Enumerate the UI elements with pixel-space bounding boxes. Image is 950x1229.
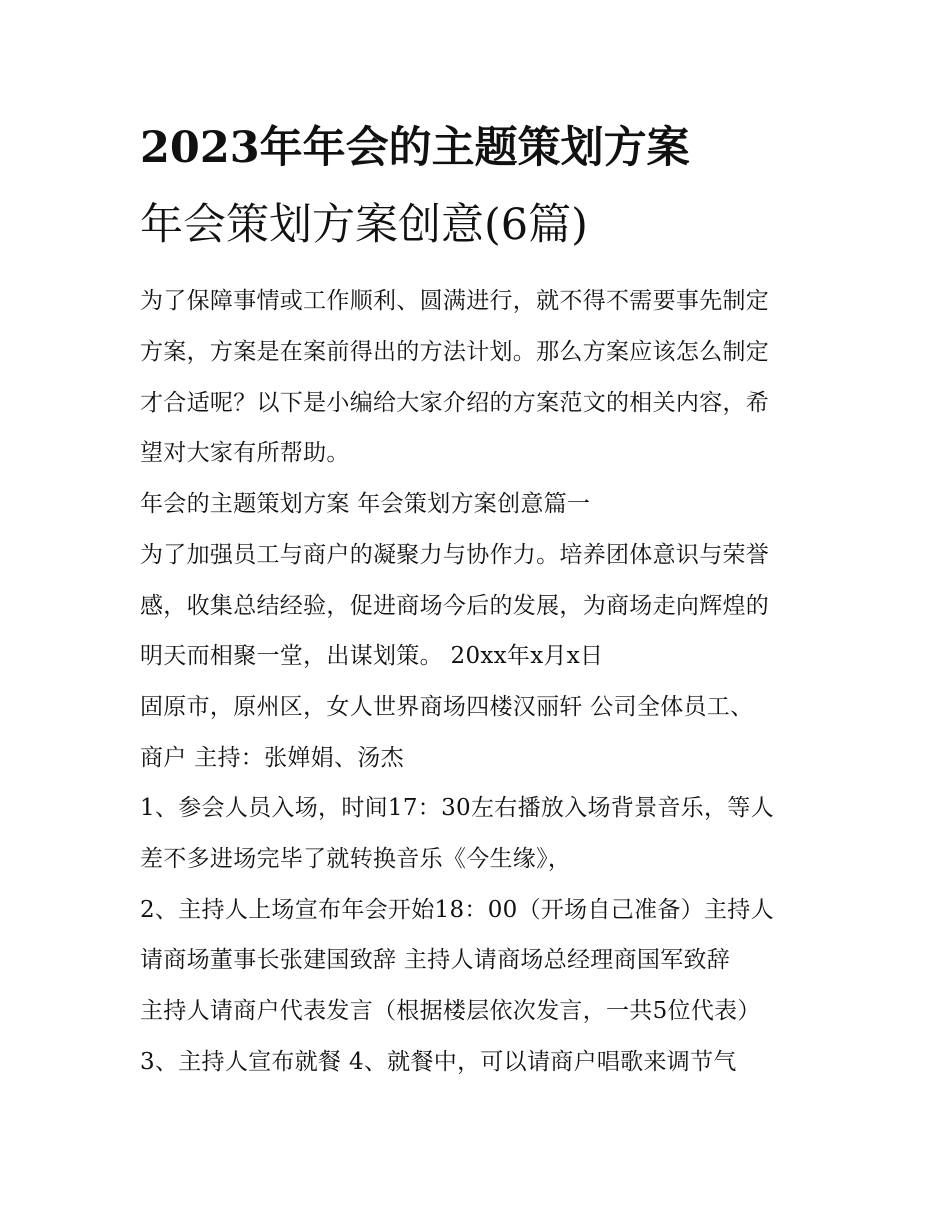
paragraph-line: 为了保障事情或工作顺利、圆满进行，就不得不需要事先制定 bbox=[140, 288, 770, 314]
section-heading: 年会的主题策划方案 年会策划方案创意篇一 bbox=[140, 491, 591, 517]
paragraph-line: 感，收集总结经验，促进商场今后的发展，为商场走向辉煌的 bbox=[140, 593, 770, 619]
paragraph-line: 望对大家有所帮助。 bbox=[140, 440, 350, 466]
list-item-line: 1、参会人员入场，时间17：30左右播放入场背景音乐，等人 bbox=[140, 795, 774, 821]
list-item-line: 3、主持人宣布就餐 4、就餐中，可以请商户唱歌来调节气 bbox=[140, 1049, 737, 1075]
list-item-line: 请商场董事长张建国致辞 主持人请商场总经理商国军致辞 bbox=[140, 947, 731, 973]
document-title-text-1: 2023年年会的主题策划方案 bbox=[140, 123, 690, 173]
document-title-line-1 bbox=[140, 118, 690, 178]
list-item-line: 差不多进场完毕了就转换音乐《今生缘》， bbox=[140, 846, 572, 872]
paragraph-line: 才合适呢？以下是小编给大家介绍的方案范文的相关内容，希 bbox=[140, 390, 770, 416]
paragraph-line: 商户 主持：张婵娟、汤杰 bbox=[140, 745, 404, 771]
list-item-line: 主持人请商户代表发言（根据楼层依次发言，一共5位代表） bbox=[140, 998, 761, 1024]
document-title-text-2: 年会策划方案创意(6篇) bbox=[140, 200, 588, 250]
paragraph-line: 方案，方案是在案前得出的方法计划。那么方案应该怎么制定 bbox=[140, 339, 770, 365]
paragraph-line: 为了加强员工与商户的凝聚力与协作力。培养团体意识与荣誉 bbox=[140, 542, 770, 568]
document-title-line-2 bbox=[140, 195, 588, 255]
list-item-line: 2、主持人上场宣布年会开始18：00（开场自己准备）主持人 bbox=[140, 897, 774, 923]
paragraph-line: 固原市，原州区，女人世界商场四楼汉丽轩 公司全体员工、 bbox=[140, 694, 754, 720]
paragraph-line: 明天而相聚一堂，出谋划策。 20xx年x月x日 bbox=[140, 643, 604, 669]
